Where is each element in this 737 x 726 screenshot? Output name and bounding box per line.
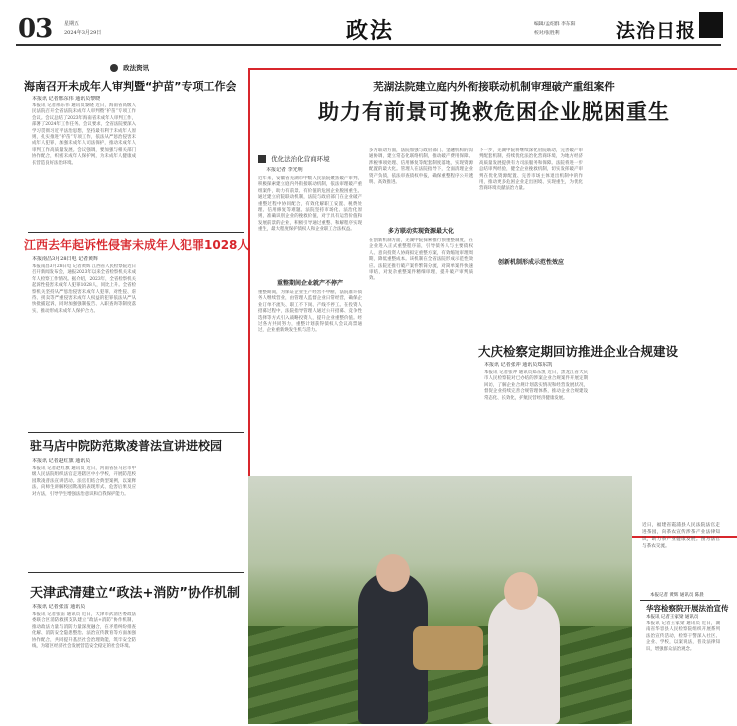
tea-basket [413,626,483,670]
bottom-article-body: 本报讯 记者张雷 通讯员 近日，天津市武清区委政法委联合区消防救援支队建立“政法+消防”协作机制，推动政法力量与消防力量深度融合，在矛盾纠纷排查化解、消防安全隐患整治、法治宣传教育等方面加强协作配合，共同提升基层社会治理效能，筑牢安全防线，为辖区经济社会发展营造安全稳定的社会环境。 [32,612,136,650]
left-tag-label: 政法资讯 [123,64,150,72]
main-subhead-3: 创新机制形成示范性效应 [497,259,564,266]
daqing-title: 大庆检察定期回访推进企业合规建设 [478,344,679,359]
main-col-1-cont: 重整期间，为保证企业生产经营不中断，法院准许债务人继续营业，由管理人监督企业日常经营，确保企业订单不流失、职工不下岗、产线不停工。在投资人招募过程中，法院指导管理人通过公开招募、竞争性选择等方式引入战略投资人，提升企业重整价值。经过各方共同努力，重整计划获得债权人会议高票通过，企业重新焕发生机与活力。 [258,290,362,334]
issue-date: 2024年3月29日 [64,30,102,36]
divider [640,600,720,601]
main-byline: 本报记者 李光明 [266,167,303,173]
left-article-2-byline: 本报南昌3月28日电 记者黄辉 [32,256,99,262]
left-article-3-byline: 本报讯 记者赵红旗 通讯员 [32,458,91,464]
main-col-2-cont: 在创新机制方面，芜湖中院探索推行预重整制度，在企业进入正式重整程序前，引导债务人与主要债权人、意向投资人协商拟定重整方案，有效缩短审理周期，降低重整成本。该机制在全省法院形成示范性效应。法院还推行破产案件繁简分流，对简单案件快速审结，对复杂重整案件精细审理，提升破产审判质效。 [369,238,473,282]
daqing-body-cont [594,370,702,468]
right-small-body: 本报讯 记者王家梁 通讯员 近日，湖南省华容县人民检察院组织开展系列法治宣传活动，检察干警深入社区、企业、学校，以案说法，普及法律知识，增强群众法治观念。 [646,621,720,652]
main-col-4 [590,148,698,332]
main-section-tag [258,148,368,163]
left-article-2-body-cont [144,256,240,429]
person-right [488,594,560,724]
photo-credit: 本报记者 黄辉 通讯员 陈晨 [650,593,704,598]
right-small-title: 华容检察院开展法治宣传 [646,604,729,613]
masthead-rule [16,44,721,46]
proof-credit: 校对/张胜利 [534,31,560,36]
bottom-article-body-cont [144,604,240,720]
main-headline: 助力有前景可挽救危困企业脱困重生 [318,100,670,124]
left-section-tag [110,57,190,72]
daqing-byline: 本报讯 记者张冲 通讯员郑东凯 [484,362,553,368]
page-number: 03 [18,14,53,44]
divider [28,232,244,233]
main-col-3-cont [479,270,583,332]
person-left-face [376,554,410,592]
main-col-2: 多方联动方面，法院加强与政府部门、金融机构的沟通协调，建立常态化联络机制，推动破产费用保障、涉税事项处理、信用修复等配套制度落地，实现资源配置的最大化。管理人在法院指导下，全面清理企业资产负债，依法审查债权申报，确保重整程序公开透明、高效推进。 [369,148,473,186]
main-kicker: 芜湖法院建立庭内外衔接联动机制审理破产重组案件 [373,81,615,93]
daqing-body: 本报讯 记者张冲 通讯员郑东凯 近日，黑龙江省大庆市人民检察院对已办结的涉案企业合规案件开展定期回访，了解企业合规计划落实情况和经营发展状况，督促企业持续完善合规管理体系，推动企业合规建设常态化、长效化，护航民营经济健康发展。 [484,370,588,401]
bottom-article-title: 天津武清建立“政法+消防”协作机制 [30,586,240,601]
right-small-byline: 本报讯 记者王家梁 通讯员 [646,615,699,620]
main-subhead-2: 多方联动实现资源最大化 [387,228,454,235]
paper-name: 法治日报 [616,20,697,42]
left-article-3-title: 驻马店中院防范欺凌普法宣讲进校园 [30,439,223,453]
left-article-3-body: 本报讯 记者赵红旗 通讯员 近日，河南省驻马店市中级人民法院组织法官走进辖区中小学校，开展防范校园欺凌普法宣讲活动。法官们结合典型案例，以案释法，向师生讲解校园欺凌的表现形式、危害后果及应对方法，引导学生增强法治意识和自我保护能力。 [32,466,136,497]
divider [28,572,244,573]
left-article-1-body-cont [144,98,240,229]
bottom-article-byline: 本报讯 记者张雷 通讯员 [32,604,86,610]
left-article-2-title: 江西去年起诉性侵害未成年人犯罪1028人 [24,238,250,252]
section-title: 政法 [346,18,395,44]
left-article-1-byline: 本报讯 记者邢东伟 通讯员黎晓 [32,96,101,102]
weekday: 星期五 [64,21,80,27]
news-photo [248,476,632,724]
left-article-3-body-cont [144,458,240,570]
main-col-1: 近年来，安徽省芜湖市中级人民法院聚焦破产审判，积极探索建立庭内外衔接联动机制，依法审理破产重组案件，助力有前景、有价值的危困企业脱困重生。通过建立府院联动机制，法院与政府部门在企业破产重整过程中协同配合，有效化解职工安置、税费处理、信用修复等难题。法院坚持市场化、法治化原则，准确识别企业的挽救价值，对于具有运营价值和发展前景的企业，积极引导通过重整、和解程序实现重生，最大程度保护债权人和企业职工合法权益。 [258,176,362,233]
left-article-1-body: 本报讯 记者邢东伟 通讯员黎晓 近日，海南省高级人民法院召开全省法院未成年人审判暨“护苗”专项工作会议。会议总结了2023年海南省未成年人审判工作，部署了2024年工作任务。会议要求，全省法院要深入学习贯彻习近平法治思想，坚持最有利于未成年人原则，扎实推进“护苗”专项工作，依法从严惩治侵害未成年人犯罪，加强未成年人司法保护，推动未成年人审判工作高质量发展。会议强调，要加强与相关部门协作配合，织密未成年人保护网，为未成年人健康成长营造良好法治环境。 [32,103,136,166]
main-subhead-1: 重整期间企业就产不停产 [276,280,343,287]
left-article-1-title: 海南召开未成年人审判暨“护苗”专项工作会 [24,80,237,93]
editor-credit: 编辑/孟绍群 李东阳 [534,22,576,27]
main-section-tag-label: 优化法治化营商环境 [271,155,330,163]
paper-logo [699,12,723,38]
gavel-icon [110,64,118,72]
left-article-2-body: 本报南昌3月28日电 记者黄辉 江西省人民检察院近日召开新闻发布会，通报2023年以来全省检察机关未成年人检察工作情况。据介绍，2023年，全省检察机关起诉性侵害未成年人犯罪1028人，同比上升。全省检察机关坚持从严惩治侵害未成年人犯罪，对性侵、虐待、拐卖等严重侵害未成年人权益的犯罪依法从严从快批捕起诉，同时加强强制报告、入职查询等制度落实，推动形成未成年人保护合力。 [32,264,136,314]
divider [28,432,244,433]
main-col-3: 下一步，芜湖中院将继续深化府院联动，完善破产审判配套机制，持续优化法治化营商环境，为地方经济高质量发展提供有力司法服务和保障。法院将进一步总结审判经验，健全企业挽救机制，切实发挥破产审判在优化资源配置、完善市场主体退出机制中的作用，推动更多危困企业走出困境、实现重生，为优化营商环境贡献法治力量。 [479,148,583,192]
masthead [16,8,721,46]
scale-icon [258,155,266,163]
person-right-face [504,572,538,610]
photo-caption: 近日，福建省霞浦县人民法院法官走进茶园，向茶农宣传涉茶产业法律知识，助力茶产业健康发展。图为法官与茶农交流。 [642,523,720,549]
